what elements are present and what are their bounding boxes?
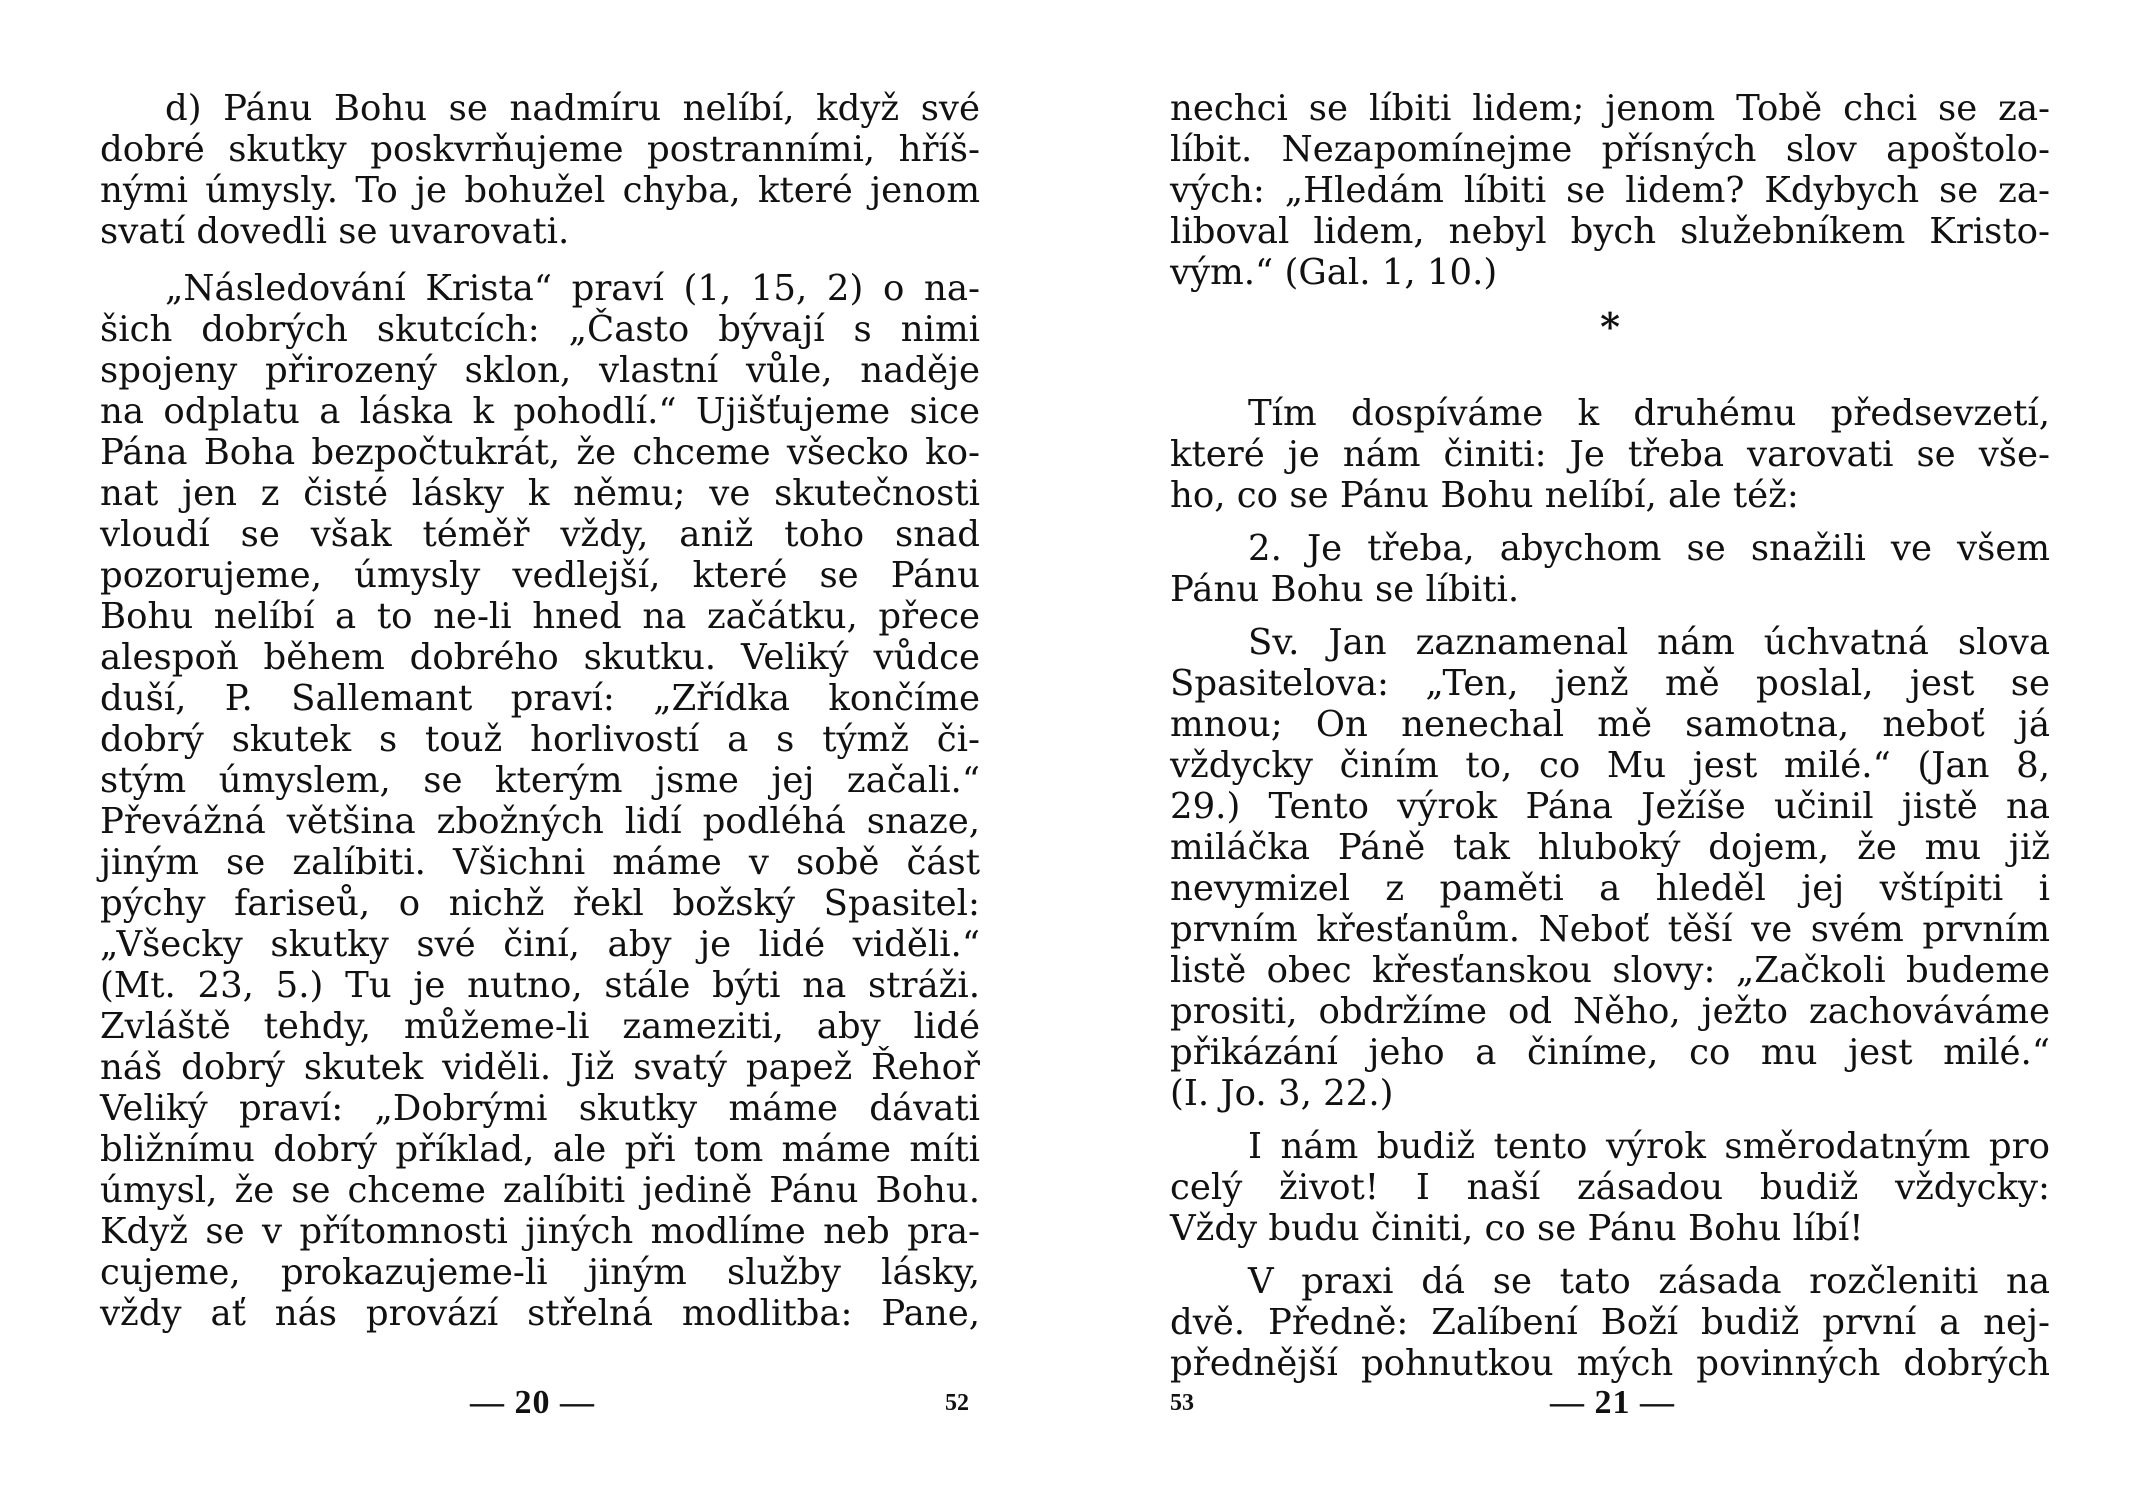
- text-line: celý život! I naší zásadou budiž vždycky:: [1170, 1167, 2050, 1208]
- right-page-footer: [1170, 1378, 2050, 1428]
- left-page-footer: [100, 1378, 980, 1428]
- text-line: Vždy budu činiti, co se Pánu Bohu líbí!: [1170, 1208, 1864, 1249]
- text-line: spojeny přirozený sklon, vlastní vůle, naděje: [100, 350, 980, 391]
- text-line: Zvláště tehdy, můžeme-li zameziti, aby lidé: [100, 1006, 980, 1047]
- section-separator-star: *: [1600, 304, 1620, 349]
- text-line: (I. Jo. 3, 22.): [1170, 1073, 1394, 1114]
- paragraph-right-1: [1170, 88, 2050, 293]
- page-number: 53: [1170, 1390, 1194, 1416]
- paragraph-left-2: [100, 268, 980, 1334]
- text-line: nými úmysly. To je bohužel chyba, které jenom: [100, 170, 980, 211]
- text-line: V praxi dá se tato zásada rozčleniti na: [1248, 1261, 2050, 1302]
- text-line: ho, co se Pánu Bohu nelíbí, ale též:: [1170, 475, 1799, 516]
- text-line: dobrý skutek s touž horlivostí a s týmž či-: [100, 719, 980, 760]
- text-line: Veliký praví: „Dobrými skutky máme dávati: [100, 1088, 980, 1129]
- text-line: mnou; On nenechal mě samotna, neboť já: [1170, 704, 2050, 745]
- text-line: I nám budiž tento výrok směrodatným pro: [1248, 1126, 2050, 1167]
- paragraph-right-3: [1170, 528, 2050, 610]
- left-page-text: [100, 88, 980, 1334]
- text-line: přednější pohnutkou mých povinných dobrých: [1170, 1343, 2050, 1384]
- text-line: stým úmyslem, se kterým jsme jej začali.“: [100, 760, 980, 801]
- text-line: listě obec křesťanskou slovy: „Začkoli budeme: [1170, 950, 2050, 991]
- text-line: vloudí se však téměř vždy, aniž toho snad: [100, 514, 980, 555]
- paragraph-right-2: [1170, 393, 2050, 516]
- right-page-text: [1170, 88, 2050, 1384]
- text-line: Bohu nelíbí a to ne-li hned na začátku, přece: [100, 596, 980, 637]
- text-line: Když se v přítomnosti jiných modlíme neb pra-: [100, 1211, 980, 1252]
- text-line: nevymizel z paměti a hleděl jej vštípiti i: [1170, 868, 2050, 909]
- page-number: 52: [945, 1390, 969, 1416]
- text-line: jiným se zalíbiti. Všichni máme v sobě část: [100, 842, 980, 883]
- text-line: cujeme, prokazujeme-li jiným služby lásky,: [100, 1252, 980, 1293]
- text-line: líbit. Nezapomínejme přísných slov apoštolo-: [1170, 129, 2050, 170]
- text-line: nat jen z čisté lásky k němu; ve skutečnosti: [100, 473, 980, 514]
- text-line: 2. Je třeba, abychom se snažili ve všem: [1248, 528, 2050, 569]
- paragraph-left-1: [100, 88, 980, 252]
- text-line: na odplatu a láska k pohodlí.“ Ujišťujeme sice: [100, 391, 980, 432]
- text-line: nechci se líbiti lidem; jenom Tobě chci se za-: [1170, 88, 2050, 129]
- text-line: (Mt. 23, 5.) Tu je nutno, stále býti na stráži.: [100, 965, 980, 1006]
- paragraph-right-5: [1170, 1126, 2050, 1249]
- text-line: prvním křesťanům. Neboť těší ve svém prvním: [1170, 909, 2050, 950]
- folio-number: — 21 —: [1550, 1384, 1675, 1421]
- text-line: šich dobrých skutcích: „Často bývají s nimi: [100, 309, 980, 350]
- text-line: Spasitelova: „Ten, jenž mě poslal, jest se: [1170, 663, 2050, 704]
- text-line: „Všecky skutky své činí, aby je lidé viděli.“: [100, 924, 980, 965]
- text-line: dobré skutky poskvrňujeme postranními, hříš-: [100, 129, 980, 170]
- text-line: alespoň během dobrého skutku. Veliký vůdce: [100, 637, 980, 678]
- text-line: Pána Boha bezpočtukrát, že chceme všecko ko-: [100, 432, 980, 473]
- text-line: 29.) Tento výrok Pána Ježíše učinil jistě na: [1170, 786, 2050, 827]
- folio-number: — 20 —: [470, 1384, 595, 1421]
- text-line: duší, P. Sallemant praví: „Zřídka končíme: [100, 678, 980, 719]
- text-line: úmysl, že se chceme zalíbiti jedině Pánu Bohu.: [100, 1170, 980, 1211]
- right-page: [1170, 0, 2050, 1500]
- text-line: vždy ať nás provází střelná modlitba: Pane,: [100, 1293, 980, 1334]
- text-line: Převážná většina zbožných lidí podléhá snaze,: [100, 801, 980, 842]
- text-line: Pánu Bohu se líbiti.: [1170, 569, 1520, 610]
- left-page: [100, 0, 980, 1500]
- text-line: svatí dovedli se uvarovati.: [100, 211, 570, 252]
- text-line: přikázání jeho a činíme, co mu jest milé.“: [1170, 1032, 2050, 1073]
- paragraph-right-6: [1170, 1261, 2050, 1384]
- text-line: které je nám činiti: Je třeba varovati se vše-: [1170, 434, 2050, 475]
- text-line: prositi, obdržíme od Něho, ježto zachováváme: [1170, 991, 2050, 1032]
- text-line: Tím dospíváme k druhému předsevzetí,: [1248, 393, 2050, 434]
- text-line: vždycky činím to, co Mu jest milé.“ (Jan 8,: [1170, 745, 2050, 786]
- text-line: bližnímu dobrý příklad, ale při tom máme míti: [100, 1129, 980, 1170]
- text-line: d) Pánu Bohu se nadmíru nelíbí, když své: [165, 88, 980, 129]
- text-line: vých: „Hledám líbiti se lidem? Kdybych se za-: [1170, 170, 2050, 211]
- text-line: náš dobrý skutek viděli. Již svatý papež Řehoř: [100, 1047, 980, 1088]
- text-line: Sv. Jan zaznamenal nám úchvatná slova: [1248, 622, 2050, 663]
- text-line: miláčka Páně tak hluboký dojem, že mu již: [1170, 827, 2050, 868]
- text-line: pozorujeme, úmysly vedlejší, které se Pánu: [100, 555, 980, 596]
- text-line: vým.“ (Gal. 1, 10.): [1170, 252, 1498, 293]
- text-line: dvě. Předně: Zalíbení Boží budiž první a nej-: [1170, 1302, 2050, 1343]
- paragraph-right-4: [1170, 622, 2050, 1114]
- text-line: pýchy fariseů, o nichž řekl božský Spasitel:: [100, 883, 980, 924]
- text-line: „Následování Krista“ praví (1, 15, 2) o na-: [165, 268, 980, 309]
- text-line: liboval lidem, nebyl bych služebníkem Kristo-: [1170, 211, 2050, 252]
